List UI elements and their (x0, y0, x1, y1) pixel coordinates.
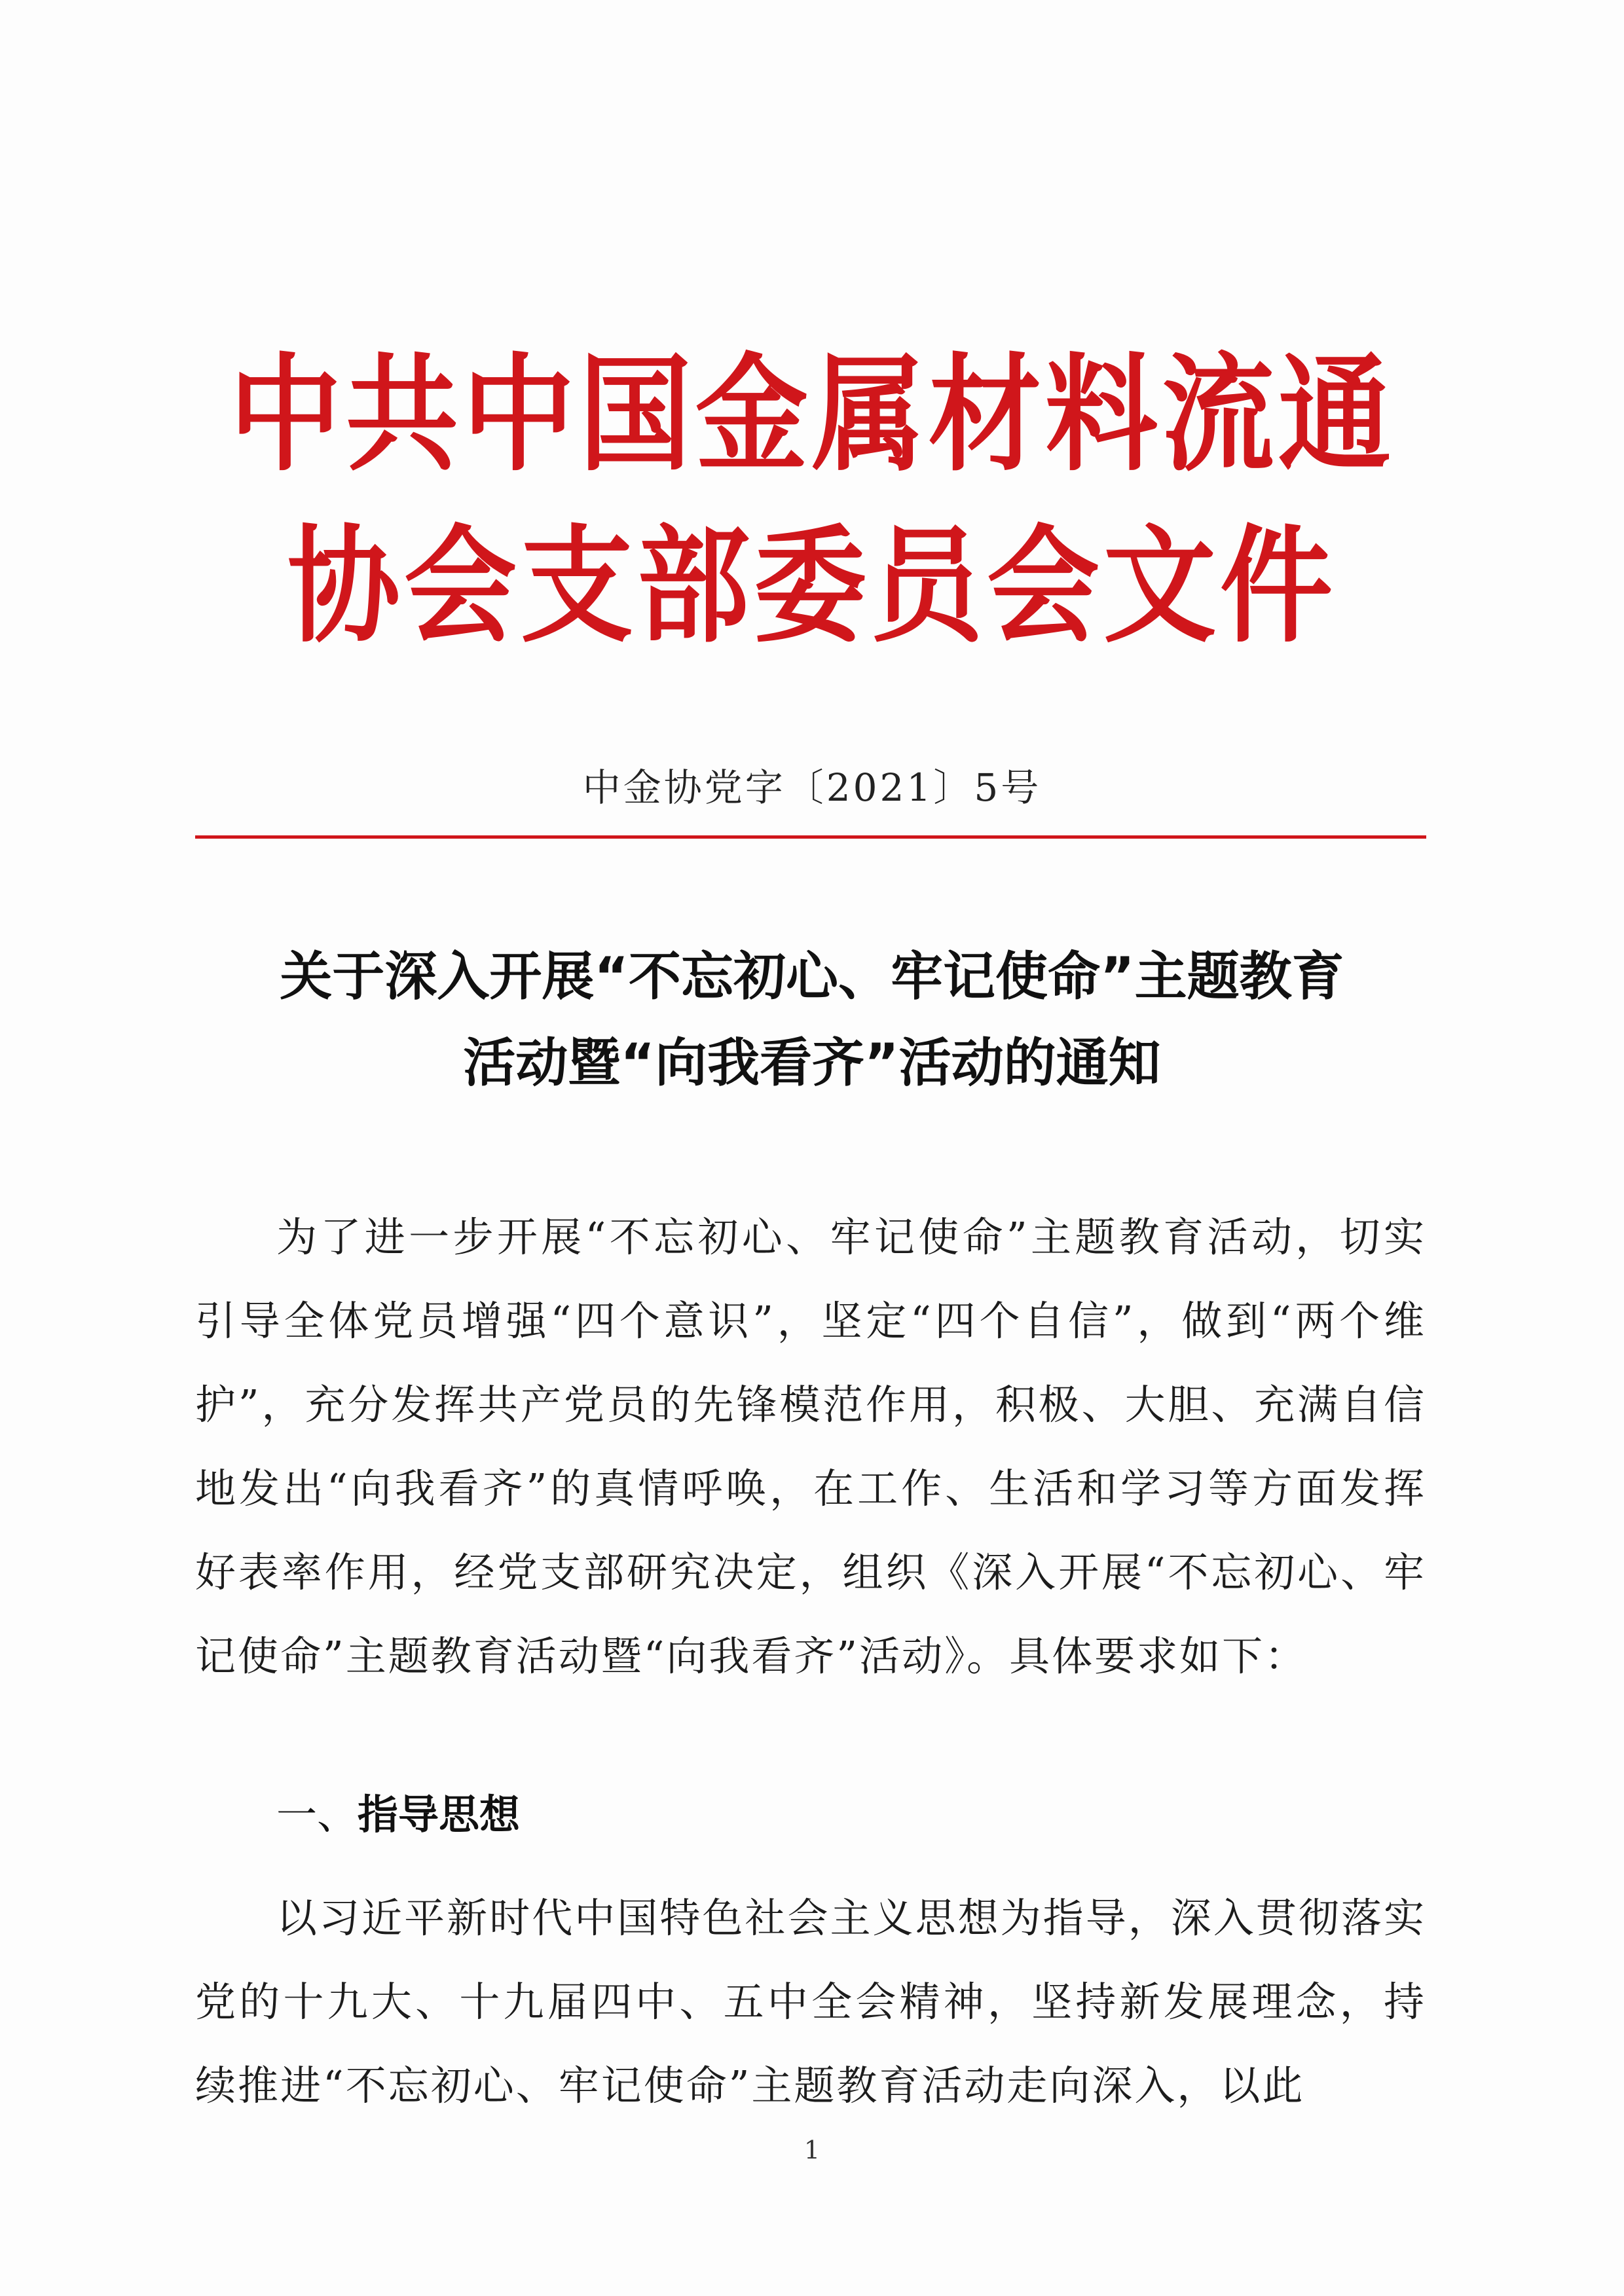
notice-title-line1: 关于深入开展“不忘初心、牢记使命”主题教育 (280, 946, 1344, 1007)
section-heading-text: 指导思想 (358, 1791, 521, 1838)
body-paragraph-intro: 为了进一步开展“不忘初心、牢记使命”主题教育活动，切实引导全体党员增强“四个意识”，坚定“四个自信”，做到“两个维护”，充分发挥共产党员的先锋模范作用，积极、大胆、充满自信地发出“向我看齐”的真情呼唤，在工作、生活和学习等方面发挥好表率作用，经党支部研究决定，组织《深入开展“不忘初心、牢记使命”主题教育活动暨“向我看齐”活动》。具体要求如下： (195, 1213, 1426, 1680)
document-header-title-line2: 协会支部委员会文件 (287, 512, 1337, 660)
body-paragraph-guiding-ideology: 以习近平新时代中国特色社会主义思想为指导，深入贯彻落实党的十九大、十九届四中、五中全会精神，坚持新发展理念，持续推进“不忘初心、牢记使命”主题教育活动走向深入，以此 (195, 1894, 1426, 2109)
section-number: 一、 (276, 1791, 358, 1838)
page-number: 1 (803, 2136, 821, 2164)
notice-title-line2: 活动暨“向我看齐”活动的通知 (463, 1032, 1161, 1093)
section-heading-guiding-ideology (276, 1782, 520, 1840)
document-header-title-line1: 中共中国金属材料流通 (229, 340, 1395, 488)
red-divider-line (195, 835, 1426, 839)
document-number: 中金协党字〔2021〕5号 (582, 765, 1042, 810)
